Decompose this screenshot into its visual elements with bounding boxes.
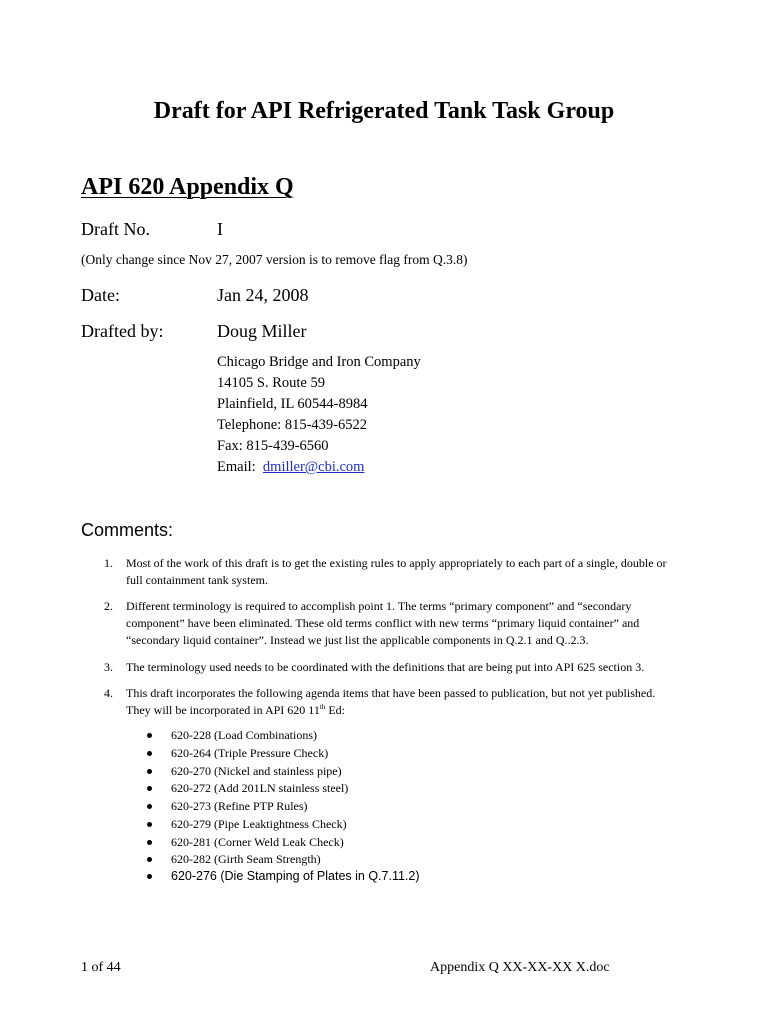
email-label: Email:: [217, 459, 263, 475]
comment-number: 3.: [104, 660, 113, 674]
comments-heading: Comments:: [81, 520, 174, 540]
comment-line: Most of the work of this draft is to get the existing rules to apply appropriately to each part of a single, double or: [126, 556, 667, 570]
address-fax: Fax: 815-439-6560: [217, 438, 329, 454]
address-telephone: Telephone: 815-439-6522: [217, 417, 367, 433]
bullet-icon: [147, 751, 152, 756]
bullet-icon: [147, 822, 152, 827]
comment-text: [126, 685, 706, 719]
agenda-item: [0, 816, 768, 833]
page-number: 1 of 44: [81, 960, 121, 975]
comment-line-part: Ed:: [325, 703, 345, 717]
comment-text: [126, 598, 706, 649]
address-company: Chicago Bridge and Iron Company: [217, 354, 421, 370]
comment-line: component” have been eliminated. These old terms conflict with new terms “primary liquid container” and: [126, 616, 640, 630]
bullet-icon: [147, 857, 152, 862]
agenda-item-text: 620-279 (Pipe Leaktightness Check): [171, 817, 347, 831]
agenda-item-text: 620-276 (Die Stamping of Plates in Q.7.11.2): [171, 869, 420, 883]
comment-text: [126, 555, 706, 589]
address-block: [217, 352, 421, 478]
agenda-item-text: 620-270 (Nickel and stainless pipe): [171, 764, 342, 778]
drafted-by-value: Doug Miller: [217, 321, 307, 341]
date-label: Date:: [81, 285, 120, 305]
comment-line: Different terminology is required to accomplish point 1. The terms “primary component” and “secondary: [126, 599, 632, 613]
agenda-item-text: 620-272 (Add 201LN stainless steel): [171, 781, 349, 795]
draft-no-label: Draft No.: [81, 219, 150, 239]
section-heading: API 620 Appendix Q: [81, 174, 294, 200]
address-email-line: [217, 457, 421, 478]
agenda-item: [0, 798, 768, 815]
comment-number: 2.: [104, 599, 113, 613]
agenda-item-text: 620-264 (Triple Pressure Check): [171, 746, 329, 760]
address-street: 14105 S. Route 59: [217, 375, 325, 391]
email-link[interactable]: dmiller@cbi.com: [262, 459, 365, 475]
agenda-item: [0, 851, 768, 868]
comment-line: “secondary liquid container”. Instead we just list the applicable components in Q.2.1 and Q..2.3.: [126, 633, 589, 647]
draft-no-value: I: [217, 219, 223, 239]
document-title: Draft for API Refrigerated Tank Task Group: [153, 98, 615, 124]
bullet-icon: [147, 840, 152, 845]
comment-text: [126, 659, 706, 676]
agenda-item-text: 620-282 (Girth Seam Strength): [171, 852, 321, 866]
agenda-item: [0, 727, 768, 744]
change-note: (Only change since Nov 27, 2007 version is to remove flag from Q.3.8): [81, 252, 468, 267]
agenda-item-text: 620-228 (Load Combinations): [171, 728, 317, 742]
comment-number: 4.: [104, 686, 113, 700]
bullet-icon: [147, 874, 152, 879]
agenda-item-text: 620-281 (Corner Weld Leak Check): [171, 835, 344, 849]
agenda-item: [0, 780, 768, 797]
date-value: Jan 24, 2008: [217, 285, 309, 305]
drafted-by-label: Drafted by:: [81, 321, 164, 341]
comment-line-part: They will be incorporated in API 620 11: [126, 703, 320, 717]
bullet-icon: [147, 804, 152, 809]
comment-line: This draft incorporates the following agenda items that have been passed to publication, but not yet published.: [126, 686, 656, 700]
comment-line: The terminology used needs to be coordinated with the definitions that are being put into API 625 section 3.: [126, 660, 645, 674]
agenda-item: [0, 834, 768, 851]
agenda-item: [0, 868, 768, 885]
agenda-item-text: 620-273 (Refine PTP Rules): [171, 799, 308, 813]
comment-number: 1.: [104, 556, 113, 570]
superscript: th: [319, 703, 326, 711]
bullet-icon: [147, 786, 152, 791]
footer-filename: Appendix Q XX-XX-XX X.doc: [430, 960, 610, 975]
agenda-item: [0, 763, 768, 780]
comment-line: [126, 702, 706, 719]
comment-line: full containment tank system.: [126, 573, 268, 587]
agenda-item: [0, 745, 768, 762]
bullet-icon: [147, 733, 152, 738]
bullet-icon: [147, 769, 152, 774]
address-city: Plainfield, IL 60544-8984: [217, 396, 368, 412]
